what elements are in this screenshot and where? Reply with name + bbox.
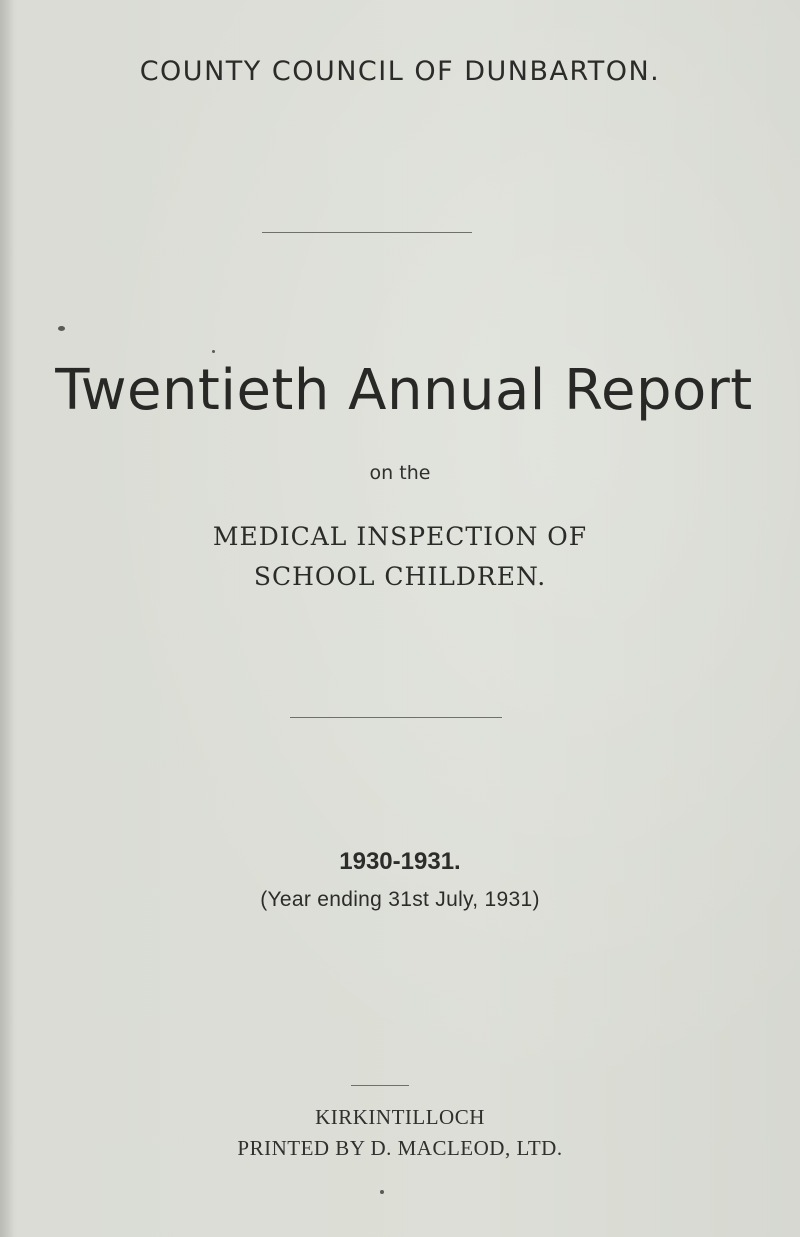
imprint-place: KIRKINTILLOCH bbox=[315, 1105, 485, 1129]
report-title: Twentieth Annual Report bbox=[55, 358, 753, 423]
year-ending-note: (Year ending 31st July, 1931) bbox=[260, 888, 540, 911]
divider-rule-bottom bbox=[351, 1085, 409, 1086]
paper-speck bbox=[212, 350, 215, 353]
title-connector: on the bbox=[369, 462, 431, 484]
council-heading: COUNTY COUNCIL OF DUNBARTON. bbox=[139, 56, 661, 87]
subject-line-2: SCHOOL CHILDREN. bbox=[253, 562, 547, 591]
paper-speck bbox=[380, 1190, 384, 1194]
page-edge-shadow bbox=[0, 0, 14, 1237]
imprint-printer: PRINTED BY D. MACLEOD, LTD. bbox=[237, 1136, 563, 1160]
paper-speck bbox=[58, 326, 65, 331]
divider-rule-top bbox=[262, 232, 472, 233]
divider-rule-middle bbox=[290, 717, 502, 718]
subject-line-1: MEDICAL INSPECTION OF bbox=[212, 522, 588, 551]
report-years: 1930-1931. bbox=[339, 848, 461, 875]
